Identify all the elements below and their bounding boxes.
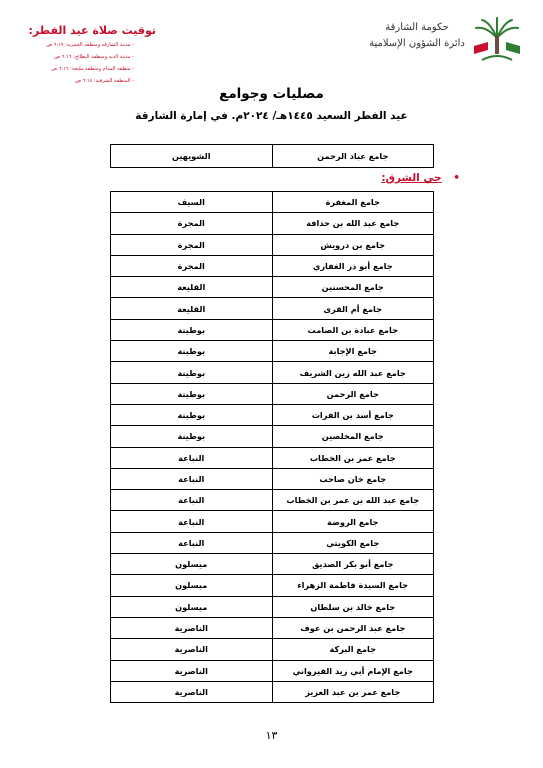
prayer-time-line: - المنطقة الشرقية: ٦:١٤ ص <box>75 78 134 84</box>
area-cell: ميسلون <box>111 596 273 617</box>
mosque-name-cell: جامع عبد الرحمن بن عوف <box>272 617 434 638</box>
section-heading <box>335 172 460 184</box>
mosque-name-cell: جامع أسد بن الفرات <box>272 404 434 425</box>
mosque-name-cell: جامع بن درويش <box>272 234 434 255</box>
table-row <box>111 532 434 553</box>
mosque-name-cell: جامع خان صاحب <box>272 468 434 489</box>
mosque-name-cell: جامع عمر بن عبد العزيز <box>272 681 434 702</box>
government-name: حكومة الشارقة <box>385 22 449 33</box>
mosque-name-cell: جامع السيدة فاطمة الزهراء <box>272 575 434 596</box>
table-row <box>111 213 434 234</box>
table-row <box>111 145 434 168</box>
area-cell: بوطينة <box>111 383 273 404</box>
mosque-name-cell: جامع أبو ذر الغفاري <box>272 255 434 276</box>
area-cell: الناصرية <box>111 639 273 660</box>
mosque-name-cell: جامع المغفرة <box>272 192 434 213</box>
prayer-time-line: - منطقة المدام ومنطقة مليحة: ٦:١٦ ص <box>51 66 134 72</box>
area-cell: بوطينة <box>111 319 273 340</box>
mosque-name-cell: جامع عبادة بن الصامت <box>272 319 434 340</box>
mosque-name-cell: جامع الكويتي <box>272 532 434 553</box>
area-cell: النباعة <box>111 490 273 511</box>
area-cell: الناصرية <box>111 617 273 638</box>
mosque-name-cell: جامع المحسنين <box>272 277 434 298</box>
table-row <box>111 554 434 575</box>
mosque-name-cell: جامع البركة <box>272 639 434 660</box>
mosque-name-cell: جامع الإجابة <box>272 341 434 362</box>
mosque-name-cell: جامع المخلصين <box>272 426 434 447</box>
mosque-name-cell: جامع أبو بكر الصديق <box>272 554 434 575</box>
mosque-name-cell: جامع الإمام أبي زيد القيرواني <box>272 660 434 681</box>
area-cell: النباعة <box>111 447 273 468</box>
table-row <box>111 426 434 447</box>
area-cell: القليعة <box>111 277 273 298</box>
table-row <box>111 490 434 511</box>
area-cell: المجرة <box>111 255 273 276</box>
area-cell: بوطينة <box>111 404 273 425</box>
prayer-time-line: - مدينة الذيد ومنطقة البطائح: ٦:١٦ ص <box>54 54 134 60</box>
mosque-name-cell: جامع عباد الرحمن <box>272 145 434 168</box>
area-cell: النباعة <box>111 511 273 532</box>
table-row <box>111 404 434 425</box>
table-row <box>111 447 434 468</box>
top-mosque-table <box>110 144 434 168</box>
area-cell: بوطينة <box>111 362 273 383</box>
area-cell: ميسلون <box>111 554 273 575</box>
table-row <box>111 681 434 702</box>
table-row <box>111 468 434 489</box>
prayer-times-title: توقيت صلاة عيد الفطر: <box>28 24 156 37</box>
mosque-table <box>110 191 434 703</box>
bullet-icon: • <box>453 172 460 184</box>
mosque-name-cell: جامع عبد الله زين الشريف <box>272 362 434 383</box>
mosque-name-cell: جامع عمر بن الخطاب <box>272 447 434 468</box>
mosque-name-cell: جامع عبد الله بن حذافة <box>272 213 434 234</box>
table-row <box>111 319 434 340</box>
area-cell: الناصرية <box>111 681 273 702</box>
table-row <box>111 596 434 617</box>
area-cell: ميسلون <box>111 575 273 596</box>
sharjah-emblem-icon <box>468 16 526 64</box>
table-row <box>111 383 434 404</box>
section-title: حي الشرق: <box>381 172 442 184</box>
area-cell: بوطينة <box>111 426 273 447</box>
mosque-name-cell: جامع عبد الله بن عمر بن الخطاب <box>272 490 434 511</box>
page-number: ١٣ <box>265 729 278 742</box>
table-row <box>111 617 434 638</box>
area-cell: السيف <box>111 192 273 213</box>
area-cell: المجرة <box>111 213 273 234</box>
page-title: مصليات وجوامع <box>219 86 324 102</box>
area-cell: النباعة <box>111 532 273 553</box>
area-cell: المجرة <box>111 234 273 255</box>
table-row <box>111 192 434 213</box>
table-row <box>111 277 434 298</box>
table-row <box>111 575 434 596</box>
page-subtitle: عيد الفطر السعيد ١٤٤٥هـ/ ٢٠٢٤م. في إمارة الشارقة <box>135 110 408 122</box>
area-cell: الناصرية <box>111 660 273 681</box>
area-cell: بوطينة <box>111 341 273 362</box>
prayer-time-line: - مدينة الشارقة ومنطقة الحمرية: ٦:١٧ ص <box>46 42 134 48</box>
area-cell: القليعة <box>111 298 273 319</box>
area-cell: الشويهين <box>111 145 273 168</box>
table-row <box>111 511 434 532</box>
department-name: دائرة الشؤون الإسلامية <box>369 38 465 49</box>
mosque-name-cell: جامع خالد بن سلطان <box>272 596 434 617</box>
table-row <box>111 234 434 255</box>
table-row <box>111 362 434 383</box>
mosque-name-cell: جامع أم القرى <box>272 298 434 319</box>
mosque-name-cell: جامع الروضة <box>272 511 434 532</box>
area-cell: النباعة <box>111 468 273 489</box>
table-row <box>111 255 434 276</box>
table-row <box>111 639 434 660</box>
table-row <box>111 298 434 319</box>
table-row <box>111 660 434 681</box>
table-row <box>111 341 434 362</box>
mosque-name-cell: جامع الرحمن <box>272 383 434 404</box>
